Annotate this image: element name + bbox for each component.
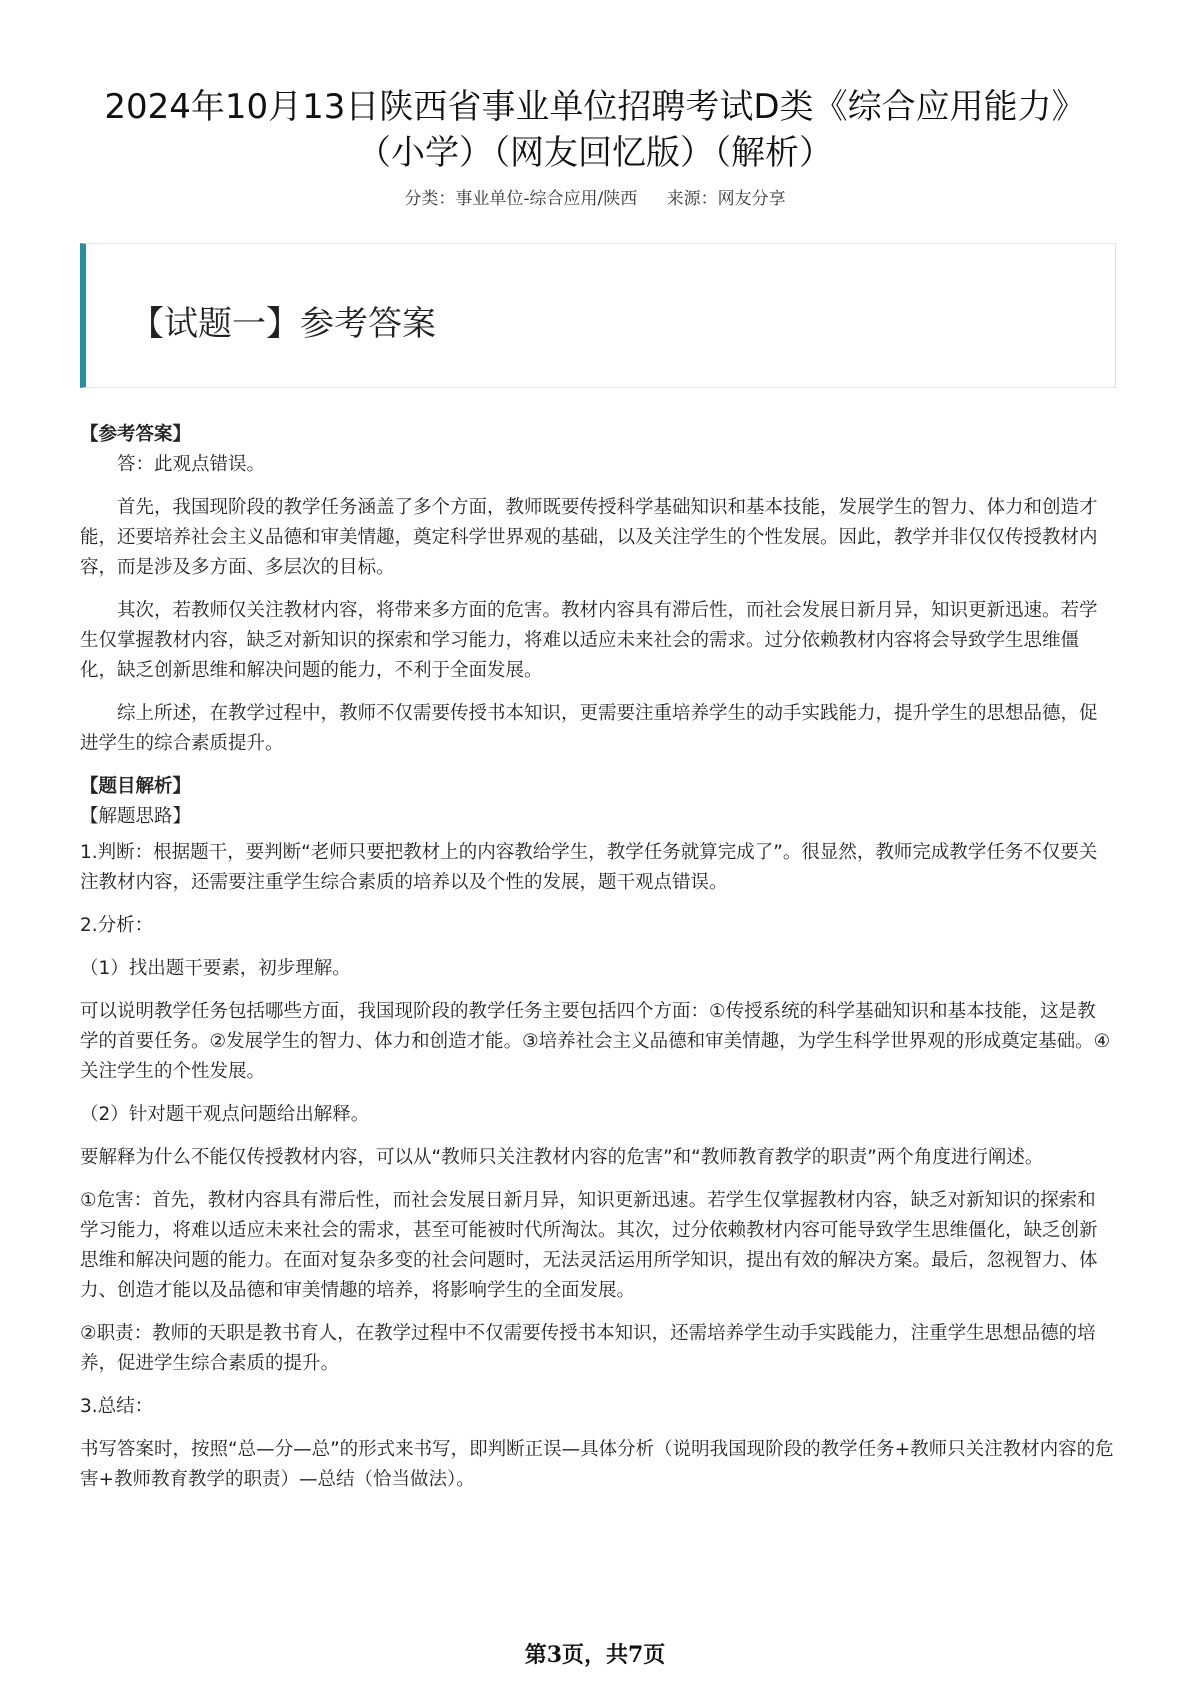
analysis-label: 【题目解析】 — [80, 776, 192, 797]
answer-paragraph-3: 综上所述，在教学过程中，教师不仅需要传授书本知识，更需要注重培养学生的动手实践能力，提升学生的思想品德，促进学生的综合素质提升。 — [80, 703, 1098, 754]
analysis-paragraph-9: 3.总结： — [80, 1396, 154, 1417]
analysis-paragraph-1: 1.判断：根据题干，要判断“老师只要把教材上的内容教给学生，教学任务就算完成了”。很显然，教师完成教学任务不仅要关注教材内容，还需要注重学生综合素质的培养以及个性的发展，题干观点错误。 — [80, 842, 1098, 893]
analysis-sublabel: 【解题思路】 — [80, 806, 192, 827]
answer-label: 【参考答案】 — [80, 424, 192, 445]
section-heading: 【试题一】参考答案 — [130, 304, 436, 344]
analysis-paragraph-5: （2）针对题干观点问题给出解释。 — [80, 1104, 370, 1125]
title-line-1: 2024年10月13日陕西省事业单位招聘考试D类《综合应用能力》 — [104, 87, 1086, 127]
answer-paragraph-1: 首先，我国现阶段的教学任务涵盖了多个方面，教师既要传授科学基础知识和基本技能，发展学生的智力、体力和创造才能，还要培养社会主义品德和审美情趣，奠定科学世界观的基础，以及关注学生的个性发展。因此，教学并非仅仅传授教材内容，而是涉及多方面、多层次的目标。 — [80, 497, 1098, 578]
analysis-paragraph-10: 书写答案时，按照“总—分—总”的形式来书写，即判断正误—具体分析（说明我国现阶段的教学任务+教师只关注教材内容的危害+教师教育教学的职责）—总结（恰当做法）。 — [80, 1439, 1114, 1490]
analysis-paragraph-7: ①危害：首先，教材内容具有滞后性，而社会发展日新月异，知识更新迅速。若学生仅掌握教材内容，缺乏对新知识的探索和学习能力，将难以适应未来社会的需求，甚至可能被时代所淘汰。其次，过分依赖教材内容可能导致学生思维僵化，缺乏创新思维和解决问题的能力。在面对复杂多变的社会问题时，无法灵活运用所学知识，提出有效的解决方案。最后，忽视智力、体力、创造才能以及品德和审美情趣的培养，将影响学生的全面发展。 — [80, 1190, 1098, 1301]
source-label: 来源：网友分享 — [666, 189, 786, 209]
analysis-paragraph-6: 要解释为什么不能仅传授教材内容，可以从“教师只关注教材内容的危害”和“教师教育教学的职责”两个角度进行阐述。 — [80, 1147, 1044, 1168]
document-body — [80, 420, 1114, 1508]
section-heading-box — [80, 243, 1116, 388]
analysis-paragraph-4: 可以说明教学任务包括哪些方面，我国现阶段的教学任务主要包括四个方面：①传授系统的科学基础知识和基本技能，这是教学的首要任务。②发展学生的智力、体力和创造才能。③培养社会主义品德和审美情趣，为学生科学世界观的形成奠定基础。④关注学生的个性发展。 — [80, 1001, 1111, 1082]
answer-paragraph-2: 其次，若教师仅关注教材内容，将带来多方面的危害。教材内容具有滞后性，而社会发展日新月异，知识更新迅速。若学生仅掌握教材内容，缺乏对新知识的探索和学习能力，将难以适应未来社会的需求。过分依赖教材内容将会导致学生思维僵化，缺乏创新思维和解决问题的能力，不利于全面发展。 — [80, 600, 1098, 681]
document-meta — [0, 184, 1190, 209]
analysis-paragraph-2: 2.分析： — [80, 915, 154, 936]
analysis-paragraph-8: ②职责：教师的天职是教书育人，在教学过程中不仅需要传授书本知识，还需培养学生动手实践能力，注重学生思想品德的培养，促进学生综合素质的提升。 — [80, 1323, 1096, 1374]
title-line-2: （小学）（网友回忆版）（解析） — [357, 133, 833, 173]
page-number: 第3页，共7页 — [524, 1642, 666, 1668]
page-title — [60, 84, 1130, 176]
answer-paragraph-0: 答：此观点错误。 — [117, 454, 266, 475]
category-label: 分类：事业单位-综合应用/陕西 — [404, 189, 638, 209]
analysis-paragraph-3: （1）找出题干要素，初步理解。 — [80, 958, 351, 979]
